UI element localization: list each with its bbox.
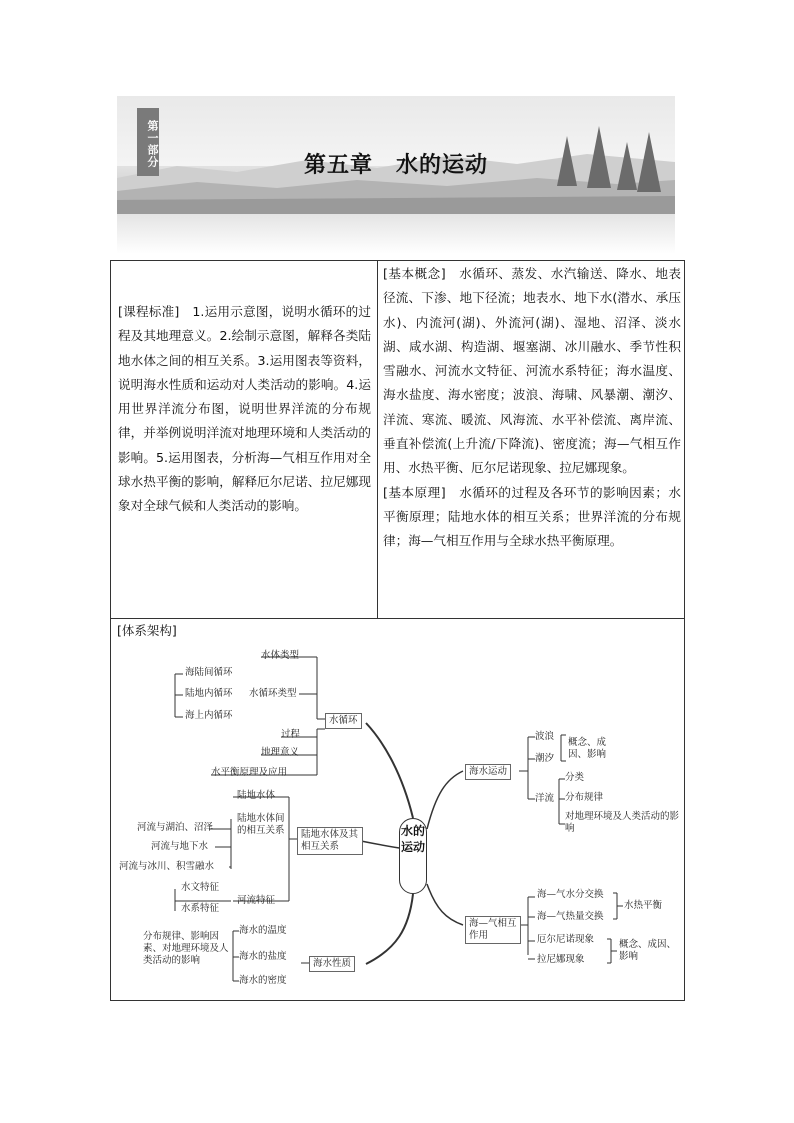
curriculum-standard-text (118, 300, 371, 519)
balance-node: 水平衡原理及应用 (211, 767, 288, 778)
standard-body: 1.运用示意图，说明水循环的过程及其地理意义。2.绘制示意图，解释各类陆地水体之间的相互关系。3.运用图表等资料，说明海水性质和运动对人类活动的影响。4.运用世界洋流分布图，说明世界洋流的分布规律，并举例说明洋流对地理环境和人类活动的影响。5.运用图表，分析海—气相互作用对全球水热平衡的影响，解释厄尔尼诺、拉尼娜现象对全球气候和人类活动的影响。 (118, 304, 372, 514)
el-nino-node: 厄尔尼诺现象 (537, 934, 595, 945)
system-feature-node: 水系特征 (181, 903, 220, 914)
wave-desc-node: 概念、成因、影响 (568, 737, 607, 760)
water-exchange-node: 海—气水分交换 (537, 889, 604, 900)
tides-node: 潮汐 (535, 753, 555, 764)
land-water-relations-node: 陆地水体间的相互关系 (237, 813, 285, 836)
river-features-node: 河流特征 (237, 895, 276, 906)
land-water-node: 陆地水体 (237, 790, 276, 801)
concepts-cell (377, 260, 685, 619)
part-label: 第一部分 (137, 108, 159, 176)
principles-label: [基本原理] (383, 484, 446, 500)
current-impact-node: 对地理环境及人类活动的影响 (565, 811, 680, 834)
sea-inner-cycle-node: 海上内循环 (185, 710, 233, 721)
cycle-types-node: 水循环类型 (249, 688, 297, 699)
river-lake-node: 河流与湖泊、沼泽 (137, 822, 214, 833)
sea-air-node: 海—气相互作用 (465, 916, 521, 944)
water-cycle-node: 水循环 (325, 713, 362, 729)
land-inner-cycle-node: 陆地内循环 (185, 688, 233, 699)
waves-node: 波浪 (535, 731, 555, 742)
water-types-node: 水体类型 (261, 650, 300, 661)
sea-property-factors-node: 分布规律、影响因素、对地理环境及人类活动的影响 (143, 931, 229, 966)
sea-salinity-node: 海水的盐度 (239, 951, 287, 962)
concepts-label: [基本概念] (383, 266, 446, 281)
heat-exchange-node: 海—气热量交换 (537, 911, 604, 922)
sea-property-node: 海水性质 (309, 956, 355, 972)
hydro-feature-node: 水文特征 (181, 882, 220, 893)
currents-node: 洋流 (535, 793, 555, 804)
chapter-title: 第五章 水的运动 (303, 153, 488, 178)
current-distribution-node: 分布规律 (565, 792, 604, 803)
heat-balance-node: 水热平衡 (624, 900, 663, 911)
sea-motion-node: 海水运动 (465, 764, 511, 780)
sea-temp-node: 海水的温度 (239, 925, 287, 936)
standard-label: [课程标准] (118, 304, 180, 319)
banner-fade (117, 214, 675, 254)
curriculum-standard-cell (110, 260, 378, 619)
process-node: 过程 (281, 729, 301, 740)
chapter-banner (117, 96, 675, 214)
concepts-body: 水循环、蒸发、水汽输送、降水、地表径流、下渗、地下径流；地表水、地下水(潜水、承压水)、内流河(湖)、外流河(湖)、湿地、沼泽、淡水湖、咸水湖、构造湖、堰塞湖、冰川融水、季节性积雪融水、河流水文特征、河流水系特征；海水温度、海水盐度、海水密度；波浪、海啸、风暴潮、潮汐、洋流、寒流、暖流、风海流、水平补偿流、离岸流、垂直补偿流(上升流/下降流)、密度流；海—气相互作用、水热平衡、厄尔尼诺现象、拉尼娜现象。 (383, 266, 682, 476)
river-ground-node: 河流与地下水 (151, 841, 209, 852)
principles-body: 水循环的过程及各环节的影响因素；水平衡原理；陆地水体的相互关系；世界洋流的分布规律；海—气相互作用与全球水热平衡原理。 (383, 484, 682, 549)
framework-cell (110, 618, 685, 1001)
concepts-text (383, 262, 681, 554)
significance-node: 地理意义 (261, 747, 300, 758)
sea-density-node: 海水的密度 (239, 975, 287, 986)
center-node: 水的运动 (399, 818, 427, 894)
river-glacier-node: 河流与冰川、积雪融水 (119, 861, 215, 872)
framework-label: [体系架构] (117, 623, 177, 638)
current-classify-node: 分类 (565, 772, 585, 783)
la-nina-node: 拉尼娜现象 (537, 954, 585, 965)
enso-desc-node: 概念、成因、影响 (619, 939, 677, 962)
sea-land-cycle-node: 海陆间循环 (185, 667, 233, 678)
land-water-title-node: 陆地水体及其相互关系 (297, 827, 363, 855)
